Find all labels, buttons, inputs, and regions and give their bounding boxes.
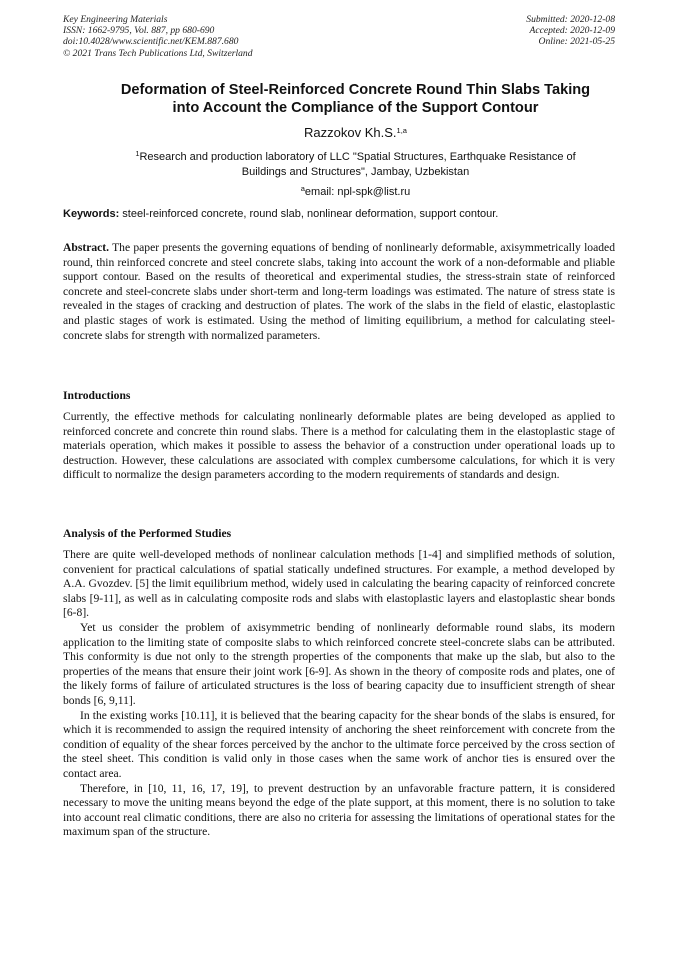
affiliation-line-1: Research and production laboratory of LLC "Spatial Structures, Earthquake Resistance of <box>139 151 576 163</box>
paper-title <box>63 81 648 117</box>
submission-dates <box>526 14 615 48</box>
affiliation-line-2: Buildings and Structures", Jambay, Uzbekistan <box>241 166 470 178</box>
abstract-label: Abstract. <box>63 241 110 254</box>
author-affiliation-mark: 1,a <box>396 126 407 135</box>
introduction-heading: Introductions <box>63 389 131 402</box>
submitted-date: Submitted: 2020-12-08 <box>526 14 615 25</box>
abstract-text: The paper presents the governing equations of bending of nonlinearly deformable, axisymmetrically loaded round, thin reinforced concrete and steel concrete slabs, taking into account the work of a non-deformable and pliable support contour. Based on the results of theoretical and experimental studies, the stress-strain state of reinforced concrete and steel-concrete slabs under short-term and long-term loadings was estimated. The nature of stress state is revealed in the stages of cracking and destruction of plates. The work of the slabs in the field of elastic, elastoplastic and plastic stages of work is estimated. Using the method of limiting equilibrium, a method for calculating steel-concrete slabs for strength with normalized parameters. <box>63 241 615 342</box>
email-text: email: npl-spk@list.ru <box>304 186 411 198</box>
keywords-text: steel-reinforced concrete, round slab, nonlinear deformation, support contour. <box>119 208 499 220</box>
author <box>63 125 648 141</box>
paper-title-line-2: into Account the Compliance of the Support Contour <box>172 100 539 116</box>
paper-title-line-1: Deformation of Steel-Reinforced Concrete Round Thin Slabs Taking <box>120 82 591 98</box>
journal-copyright: © 2021 Trans Tech Publications Ltd, Switzerland <box>63 47 253 59</box>
email-mark: a <box>300 184 305 193</box>
journal-doi: doi:10.4028/www.scientific.net/KEM.887.680 <box>63 36 239 48</box>
online-date: Online: 2021-05-25 <box>538 36 615 48</box>
journal-name: Key Engineering Materials <box>63 14 168 25</box>
paragraph: Therefore, in [10, 11, 16, 17, 19], to prevent destruction by an unfavorable fracture pattern, it is considered necessary to move the uniting means beyond the edge of the plate support, at this moment, there is no solution to take into account real climatic conditions, there are also no criteria for assessing the limitations of operational states for the maximum span of the structure. <box>63 781 615 839</box>
affiliation <box>63 150 648 180</box>
paragraph: In the existing works [10.11], it is believed that the bearing capacity for the shear bonds of the slabs is ensured, for which it is recommended to assign the required intensity of anchoring the sheet reinforcement with concrete from the condition of equality of the shear forces perceived by the anchor to the ultimate force perceived by the cross section of the steel sheet. This condition is valid only in those cases when the same work of anchor ties is ensured over the contact area. <box>63 708 615 780</box>
introduction-body <box>63 410 615 483</box>
analysis-heading: Analysis of the Performed Studies <box>63 527 232 540</box>
journal-issn: ISSN: 1662-9795, Vol. 887, pp 680-690 <box>63 25 215 37</box>
keywords-label: Keywords: <box>63 208 120 220</box>
paragraph: There are quite well-developed methods of nonlinear calculation methods [1-4] and simplified methods of solution, convenient for practical calculations of spatial statically undefined structures. For example, a method developed by A.A. Gvozdev. [5] the limit equilibrium method, widely used in calculating the bearing capacity of reinforced concrete slabs [9-11], as well as in calculating composite rods and slabs with elastoplastic layers and elastoplastic shear bonds [6-8]. <box>63 548 615 620</box>
analysis-body <box>63 548 615 840</box>
paragraph: Currently, the effective methods for calculating nonlinearly deformable plates are being developed as applied to reinforced concrete and concrete thin round slabs. There is a method for calculating them in the elastoplastic stage of materials operation, which makes it possible to assess the behavior of a construction under operational loads up to destruction. However, these calculations are associated with complex cumbersome calculations, for which it is very difficult to normalize the design parameters according to the modern requirements of standards and design. <box>63 410 615 482</box>
author-email <box>63 185 648 199</box>
author-name: Razzokov Kh.S. <box>304 125 397 140</box>
keywords <box>63 207 615 221</box>
affiliation-mark: 1 <box>135 149 140 158</box>
accepted-date: Accepted: 2020-12-09 <box>529 25 615 37</box>
abstract <box>63 241 615 343</box>
journal-info <box>63 14 253 59</box>
paragraph: Yet us consider the problem of axisymmetric bending of nonlinearly deformable round slabs, its modern application to the limiting state of composite slabs to which reinforced concrete steel-concrete slabs can be attributed. This conformity is due not only to the strength properties of the components that make up the slab, but also to the properties of the means that ensure their joint work [6-9]. As shown in the theory of composite rods and plates, one of the likely forms of failure of articulated structures is the loss of bearing capacity due to insufficient strength of shear bonds [6, 9,11]. <box>63 620 615 707</box>
